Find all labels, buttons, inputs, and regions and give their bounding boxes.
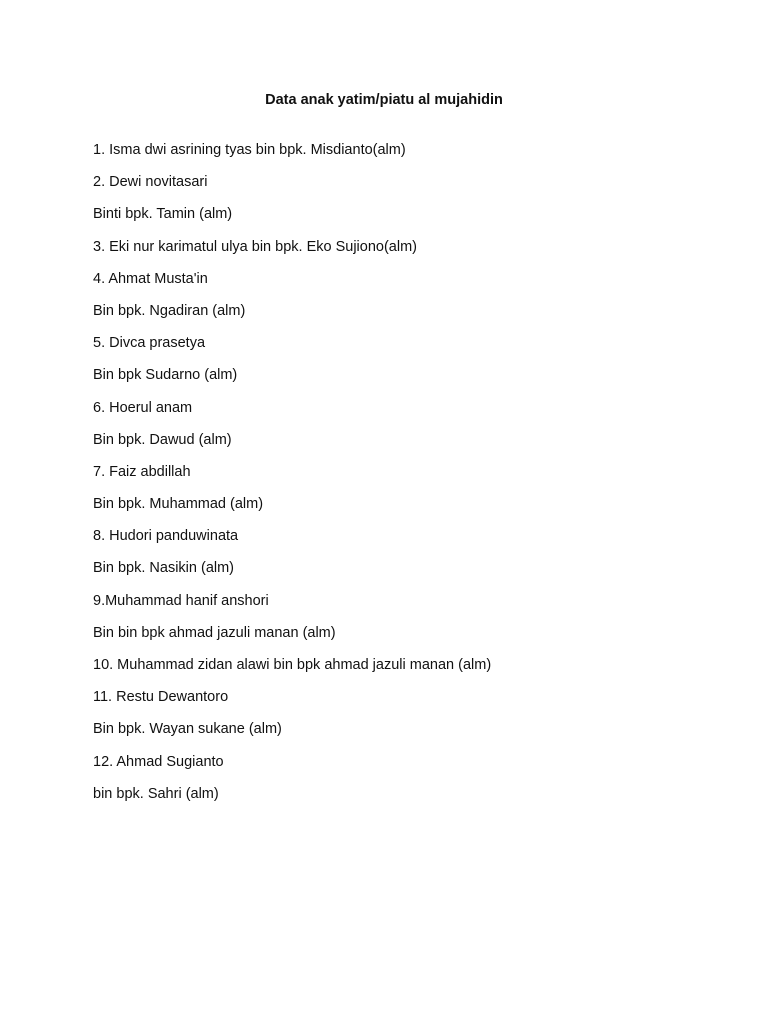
- text-line: 11. Restu Dewantoro: [93, 689, 229, 706]
- text-line: 7. Faiz abdillah: [93, 463, 191, 480]
- text-line: 12. Ahmad Sugianto: [93, 753, 224, 770]
- document-body: [93, 140, 753, 816]
- text-line: 6. Hoerul anam: [93, 399, 193, 416]
- text-line: 8. Hudori panduwinata: [93, 528, 239, 545]
- text-line: 9.Muhammad hanif anshori: [93, 592, 269, 609]
- text-line: bin bpk. Sahri (alm): [93, 785, 219, 802]
- text-line: Binti bpk. Tamin (alm): [93, 206, 233, 223]
- text-line: Bin bpk. Wayan sukane (alm): [93, 721, 282, 738]
- text-line: Bin bpk. Nasikin (alm): [93, 560, 235, 577]
- text-line: Bin bpk. Dawud (alm): [93, 431, 232, 448]
- text-line: 2. Dewi novitasari: [93, 174, 208, 191]
- text-line: 3. Eki nur karimatul ulya bin bpk. Eko Sujiono(alm): [93, 238, 417, 255]
- text-line: Bin bpk. Muhammad (alm): [93, 496, 264, 513]
- text-line: 4. Ahmat Musta'in: [93, 270, 208, 287]
- text-line: Bin bpk. Ngadiran (alm): [93, 302, 246, 319]
- text-line: 1. Isma dwi asrining tyas bin bpk. Misdianto(alm): [93, 142, 406, 158]
- text-line: 10. Muhammad zidan alawi bin bpk ahmad jazuli manan (alm): [93, 657, 492, 673]
- text-line: Bin bin bpk ahmad jazuli manan (alm): [93, 624, 336, 641]
- text-line: 5. Divca prasetya: [93, 335, 206, 352]
- text-line: Bin bpk Sudarno (alm): [93, 367, 238, 384]
- document-title: Data anak yatim/piatu al mujahidin: [265, 92, 503, 108]
